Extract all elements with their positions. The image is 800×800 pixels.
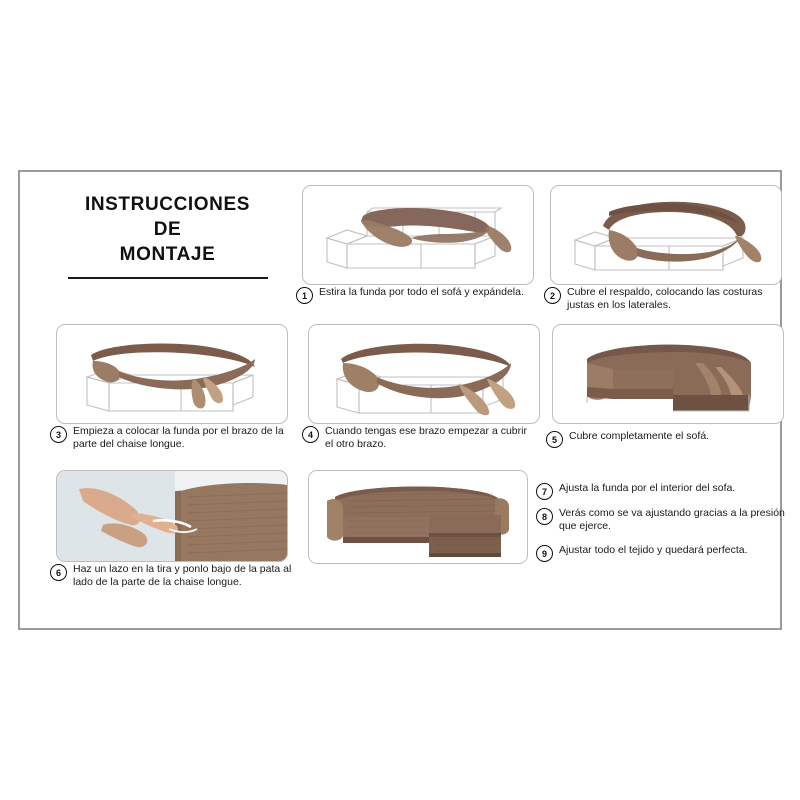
step-2-illustration [550,185,782,285]
step-6-text: Haz un lazo en la tira y ponlo bajo de la pata al lado de la parte de la chaise longue. [73,563,292,588]
step-3-illustration [56,324,288,424]
step-2-text: Cubre el respaldo, colocando las costuras justas en los laterales. [567,286,763,311]
step-7-number: 7 [536,483,553,500]
steps-789-illustration [308,470,528,564]
step-4-number: 4 [302,426,319,443]
step-8-number: 8 [536,508,553,525]
step-3-caption [50,425,292,451]
step-9-text: Ajustar todo el tejido y quedará perfecta. [559,544,748,556]
step-6-caption [50,563,294,589]
title-line-3: MONTAJE [119,244,216,265]
title-line-2: DE [153,219,182,240]
step-6-illustration [56,470,288,562]
step-1-caption [296,286,546,304]
step-8-text: Verás como se va ajustando gracias a la presión que ejerce. [559,507,785,532]
step-2-number: 2 [544,287,561,304]
step-8-caption [536,507,786,533]
instruction-sheet [18,170,785,630]
step-7-caption [536,482,786,500]
step-4-caption [302,425,534,451]
step-3-text: Empieza a colocar la funda por el brazo de la parte del chaise longue. [73,425,284,450]
step-5-illustration [552,324,784,424]
step-9-number: 9 [536,545,553,562]
title-line-1: INSTRUCCIONES [84,194,251,215]
step-3-number: 3 [50,426,67,443]
step-2-caption [544,286,788,312]
step-7-text: Ajusta la funda por el interior del sofa. [559,482,736,494]
page-title [50,192,285,279]
step-5-text: Cubre completamente el sofá. [569,430,710,442]
step-9-caption [536,544,786,562]
step-5-number: 5 [546,431,563,448]
step-6-number: 6 [50,564,67,581]
step-1-illustration [302,185,534,285]
title-underline [68,277,268,279]
step-1-text: Estira la funda por todo el sofá y expándela. [319,286,524,298]
step-1-number: 1 [296,287,313,304]
step-4-text: Cuando tengas ese brazo empezar a cubrir el otro brazo. [325,425,527,450]
step-4-illustration [308,324,540,424]
step-5-caption [546,430,782,448]
